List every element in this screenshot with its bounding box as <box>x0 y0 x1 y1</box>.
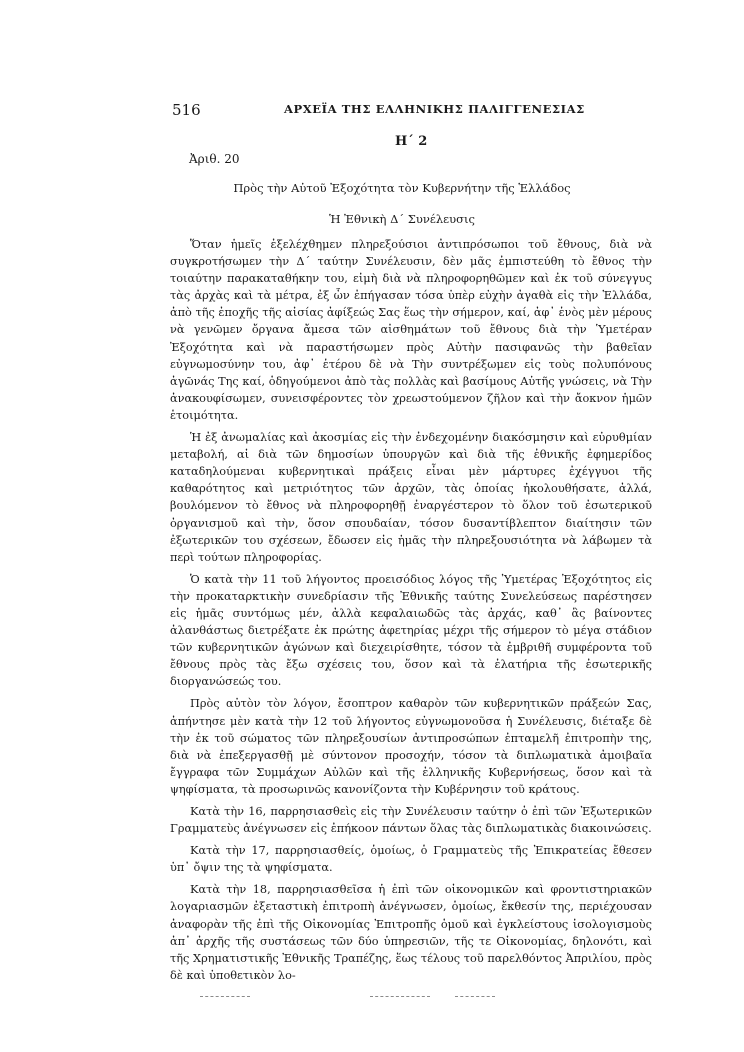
page-number: 516 <box>172 101 201 119</box>
paragraph-6: Κατὰ τὴν 17, παρρησιασθείς, ὁμοίως, ὁ Γραμματεὺς τῆς Ἐπικρατείας ἔθεσεν ὑπ᾿ ὄψιν της τὰ ψηφίσματα. <box>170 844 652 875</box>
paragraph-1: Ὅταν ἡμεῖς ἐξελέχθημεν πληρεξούσιοι ἀντιπρόσωποι τοῦ ἔθνους, διὰ νὰ συγκροτήσωμεν τὴν Δ΄ ταύτην Συνέλευσιν, δὲν μᾶς ἐμπιστεύθη τὸ ἔθνος τὴν τοιαύτην παρακαταθήκην του, εἰμὴ διὰ νὰ πληροφορηθῶμεν καὶ ἐκ τοῦ σύνεγγυς τὰς ἀρχὰς καὶ τὰ μέτρα, ἐξ ὧν ἐπήγασαν τόσα ὑπὲρ εὐχὴν ἀγαθὰ εἰς τὴν Ἑλλάδα, ἀπὸ τῆς ἐποχῆς τῆς αἰσίας ἀφίξεώς Σας ἕως τὴν σήμερον, καί, ἀφ᾿ ἑνὸς μὲν μέρους νὰ γενῶμεν ὄργανα ἄμεσα τῶν αἰσθημάτων τοῦ ἔθνους διὰ τὴν Ὑμετέραν Ἐξοχότητα καὶ νὰ παραστήσωμεν πρὸς Αὐτὴν πασιφανῶς τὴν βαθεῖαν εὐγνωμοσύνην του, ἀφ᾿ ἑτέρου δὲ νὰ Τὴν συντρέξωμεν εἰς τοὺς πολυπόνους ἀγῶνάς Της καί, ὁδηγούμενοι ἀπὸ τὰς πολλὰς καὶ βασίμους Αὐτῆς γνώσεις, νὰ Τὴν ἀνακουφίσωμεν, συνεισφέροντες τὸν χρεωστούμενον ζῆλον καὶ τὴν ἄοκνον ἡμῶν ἑτοιμότητα. <box>170 238 652 422</box>
footer-scan-mark-right <box>455 996 495 997</box>
paragraph-3: Ὁ κατὰ τὴν 11 τοῦ λήγοντος προεισόδιος λόγος τῆς Ὑμετέρας Ἐξοχότητος εἰς τὴν προκαταρκτικὴν συνεδρίασιν τῆς Ἐθνικῆς ταύτης Συνελεύσεως παρέστησεν εἰς ἡμᾶς συντόμως μέν, ἀλλὰ κεφαλαιωδῶς τὰς ἀρχάς, καθ᾿ ἃς βαίνοντες ἀλανθάστως διετρέξατε ἐκ πρώτης ἀφετηρίας μέχρι τῆς σήμερον τὸ μέγα στάδιον τῶν κυβερνητικῶν ἀγώνων καὶ διεχειρίσθητε, τόσον τὰ ἐμβριθῆ συμφέροντα τοῦ ἔθνους πρὸς τὰς ἔξω σχέσεις του, ὅσον καὶ τὰ ἐλατήρια τῆς ἐσωτερικῆς διοργανώσεώς του. <box>170 572 652 689</box>
letter-body <box>170 236 652 989</box>
paragraph-2: Ἡ ἐξ ἀνωμαλίας καὶ ἀκοσμίας εἰς τὴν ἐνδεχομένην διακόσμησιν καὶ εὐρυθμίαν μεταβολή, αἱ διὰ τῶν δημοσίων ὑπουργῶν καὶ διὰ τῆς ἐθνικῆς ἐφημερίδος καταδηλούμεναι κυβερνητικαὶ πράξεις εἶναι μὲν μάρτυρες ἐχέγγυοι τῆς καθαρότητος καὶ μετριότητος τῶν ἀρχῶν, τὰς ὁποίας ἠκολουθήσατε, ἀλλά, βουλόμενον τὸ ἔθνος νὰ πληροφορηθῇ ἐναργέστερον τὸ ὅλον τοῦ ἐσωτερικοῦ ὀργανισμοῦ καὶ τὴν, ὅσον σπουδαίαν, τόσον δυσαντίβλεπτον διαίτησιν τῶν ἐξωτερικῶν του σχέσεων, ἔδωσεν εἰς ἡμᾶς τὴν πληρεξουσιότητα νὰ λάβωμεν τὰ περὶ τούτων πληροφορίας. <box>170 431 652 564</box>
document-number: Ἀριθ. 20 <box>189 152 240 166</box>
running-title: ΑΡΧΕΪΑ ΤΗΣ ΕΛΛΗΝΙΚΗΣ ΠΑΛΙΓΓΕΝΕΣΙΑΣ <box>284 102 585 116</box>
addressee-line: Πρὸς τὴν Αὐτοῦ Ἐξοχότητα τὸν Κυβερνήτην τῆς Ἑλλάδος <box>233 181 571 195</box>
section-mark: Η΄ 2 <box>395 134 428 149</box>
paragraph-4: Πρὸς αὐτὸν τὸν λόγον, ἔσοπτρον καθαρὸν τῶν κυβερνητικῶν πράξεών Σας, ἀπήντησε μὲν κατὰ τὴν 12 τοῦ λήγοντος εὐγνωμονοῦσα ἡ Συνέλευσις, διέταξε δὲ τὴν ἐκ τοῦ σώματος τῶν πληρεξουσίων ἀντιπροσώπων ἐπταμελῆ ἐπιτροπὴν της, διὰ νὰ ἐπεξεργασθῇ μὲ σύντονον προσοχήν, τόσον τὰ διπλωματικὰ ἀμοιβαῖα ἔγγραφα τῶν Συμμάχων Αὐλῶν καὶ τῆς ἑλληνικῆς Κυβερνήσεως, ὅσον καὶ τὰ ψηφίσματα, τὰ προσωρινῶς κανονίζοντα τὴν Κυβέρνησιν τοῦ κράτους. <box>170 697 652 796</box>
paragraph-5: Κατὰ τὴν 16, παρρησιασθεὶς εἰς τὴν Συνέλευσιν ταύτην ὁ ἐπὶ τῶν Ἐξωτερικῶν Γραμματεὺς ἀνέγνωσεν εἰς ἐπήκοον πάντων ὅλας τὰς διπλωματικὰς διακοινώσεις. <box>170 805 652 836</box>
sender-line: Ἡ Ἐθνικὴ Δ΄ Συνέλευσις <box>329 212 475 226</box>
paragraph-7: Κατὰ τὴν 18, παρρησιασθεῖσα ἡ ἐπὶ τῶν οἰκονομικῶν καὶ φροντιστηριακῶν λογαριασμῶν ἐξεταστικὴ ἐπιτροπὴ ἀνέγνωσεν, ὁμοίως, ἔκθεσίν της, περιέχουσαν ἀναφορὰν τῆς ἐπὶ τῆς Οἰκονομίας Ἐπιτροπῆς ὁμοῦ καὶ ἐγκλείστους ἰσολογισμοὺς ἀπ᾿ ἀρχῆς τῆς συστάσεως τῶν δύο ὑπηρεσιῶν, τῆς τε Οἰκονομίας, δηλονότι, καὶ τῆς Χρηματιστικῆς Ἐθνικῆς Τραπέζης, ἕως τέλους τοῦ παρελθόντος Ἀπριλίου, πρὸς δὲ καὶ ὑποθετικὸν λο- <box>170 883 652 982</box>
footer-scan-mark-left <box>200 996 250 997</box>
footer-scan-mark-center <box>370 996 430 997</box>
